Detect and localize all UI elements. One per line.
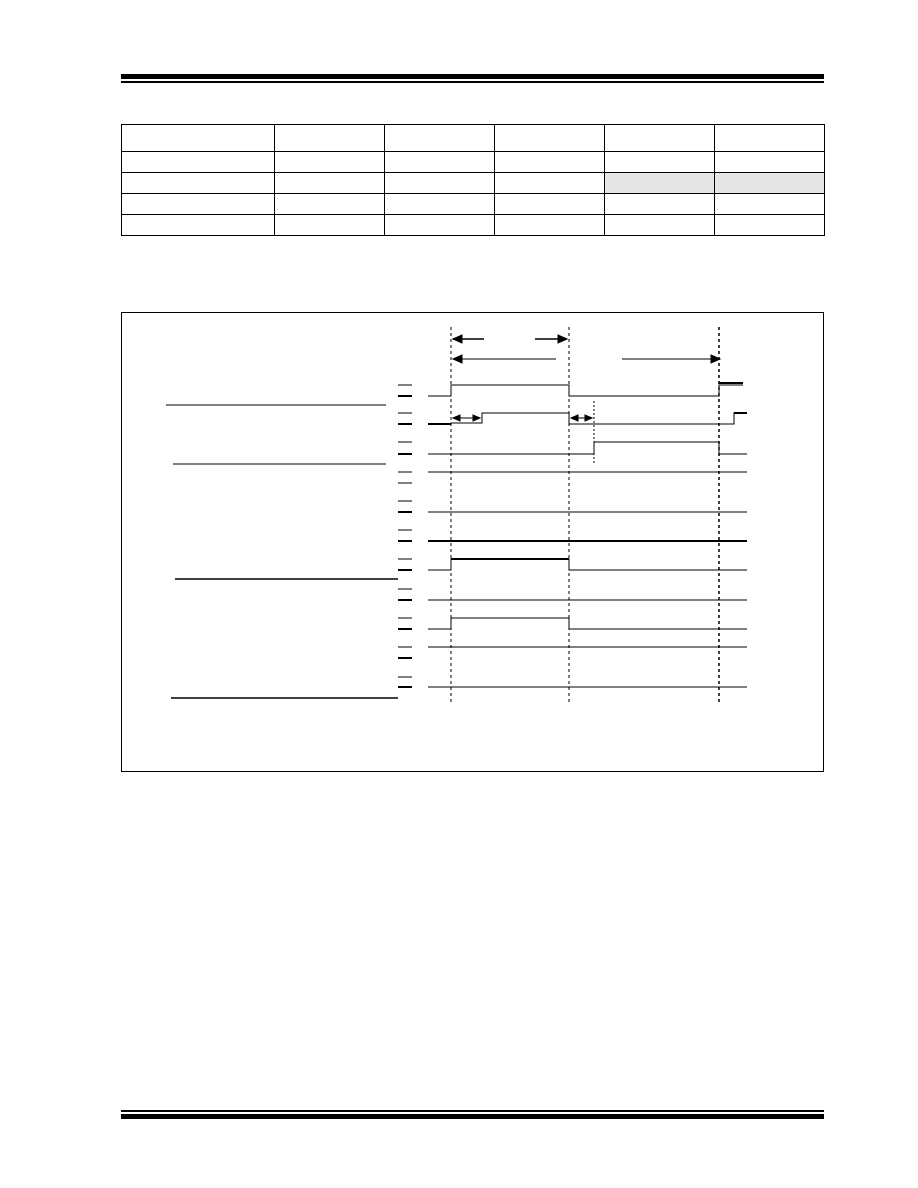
table-cell (275, 125, 385, 152)
header-rule-thin (121, 81, 824, 83)
footer-rule (121, 1110, 824, 1120)
table-cell (122, 152, 275, 173)
table-cell-shaded (715, 173, 825, 194)
table-cell (385, 194, 495, 215)
table-cell (495, 194, 605, 215)
table-cell-shaded (605, 173, 715, 194)
timing-diagram (122, 313, 823, 771)
table-cell (385, 173, 495, 194)
header-rule (121, 74, 824, 84)
table-row (122, 152, 825, 173)
table-cell (495, 125, 605, 152)
table-cell (275, 215, 385, 236)
table-row (122, 173, 825, 194)
timing-diagram-frame (121, 312, 824, 772)
table-cell (122, 173, 275, 194)
header-rule-thick (121, 74, 824, 79)
table-cell (275, 194, 385, 215)
table-cell (715, 194, 825, 215)
table-cell (122, 194, 275, 215)
table-cell (122, 125, 275, 152)
table-cell (275, 173, 385, 194)
arrow-head-left (453, 335, 462, 343)
table-row (122, 215, 825, 236)
table-header-row (122, 125, 825, 152)
table-cell (715, 125, 825, 152)
table-cell (605, 215, 715, 236)
arrow-head-second-right (711, 355, 720, 363)
table-cell (495, 152, 605, 173)
table-cell (715, 215, 825, 236)
waveform-7 (428, 559, 747, 570)
table-cell (385, 152, 495, 173)
table-cell (385, 215, 495, 236)
table-cell (495, 173, 605, 194)
table-cell (605, 152, 715, 173)
waveform-1 (428, 385, 743, 396)
table-cell (385, 125, 495, 152)
waveform-9 (428, 618, 747, 629)
table-cell (605, 194, 715, 215)
table-row (122, 194, 825, 215)
table-cell (275, 152, 385, 173)
register-table (121, 124, 825, 236)
table-cell (715, 152, 825, 173)
arrow-head-right (558, 335, 567, 343)
table-cell (605, 125, 715, 152)
footer-rule-thin (121, 1110, 824, 1112)
table-cell (495, 215, 605, 236)
waveform-3 (428, 442, 747, 454)
level-ticks (398, 385, 412, 687)
table-cell (122, 215, 275, 236)
footer-rule-thick (121, 1114, 824, 1119)
arrow-head-long-left (453, 355, 462, 363)
